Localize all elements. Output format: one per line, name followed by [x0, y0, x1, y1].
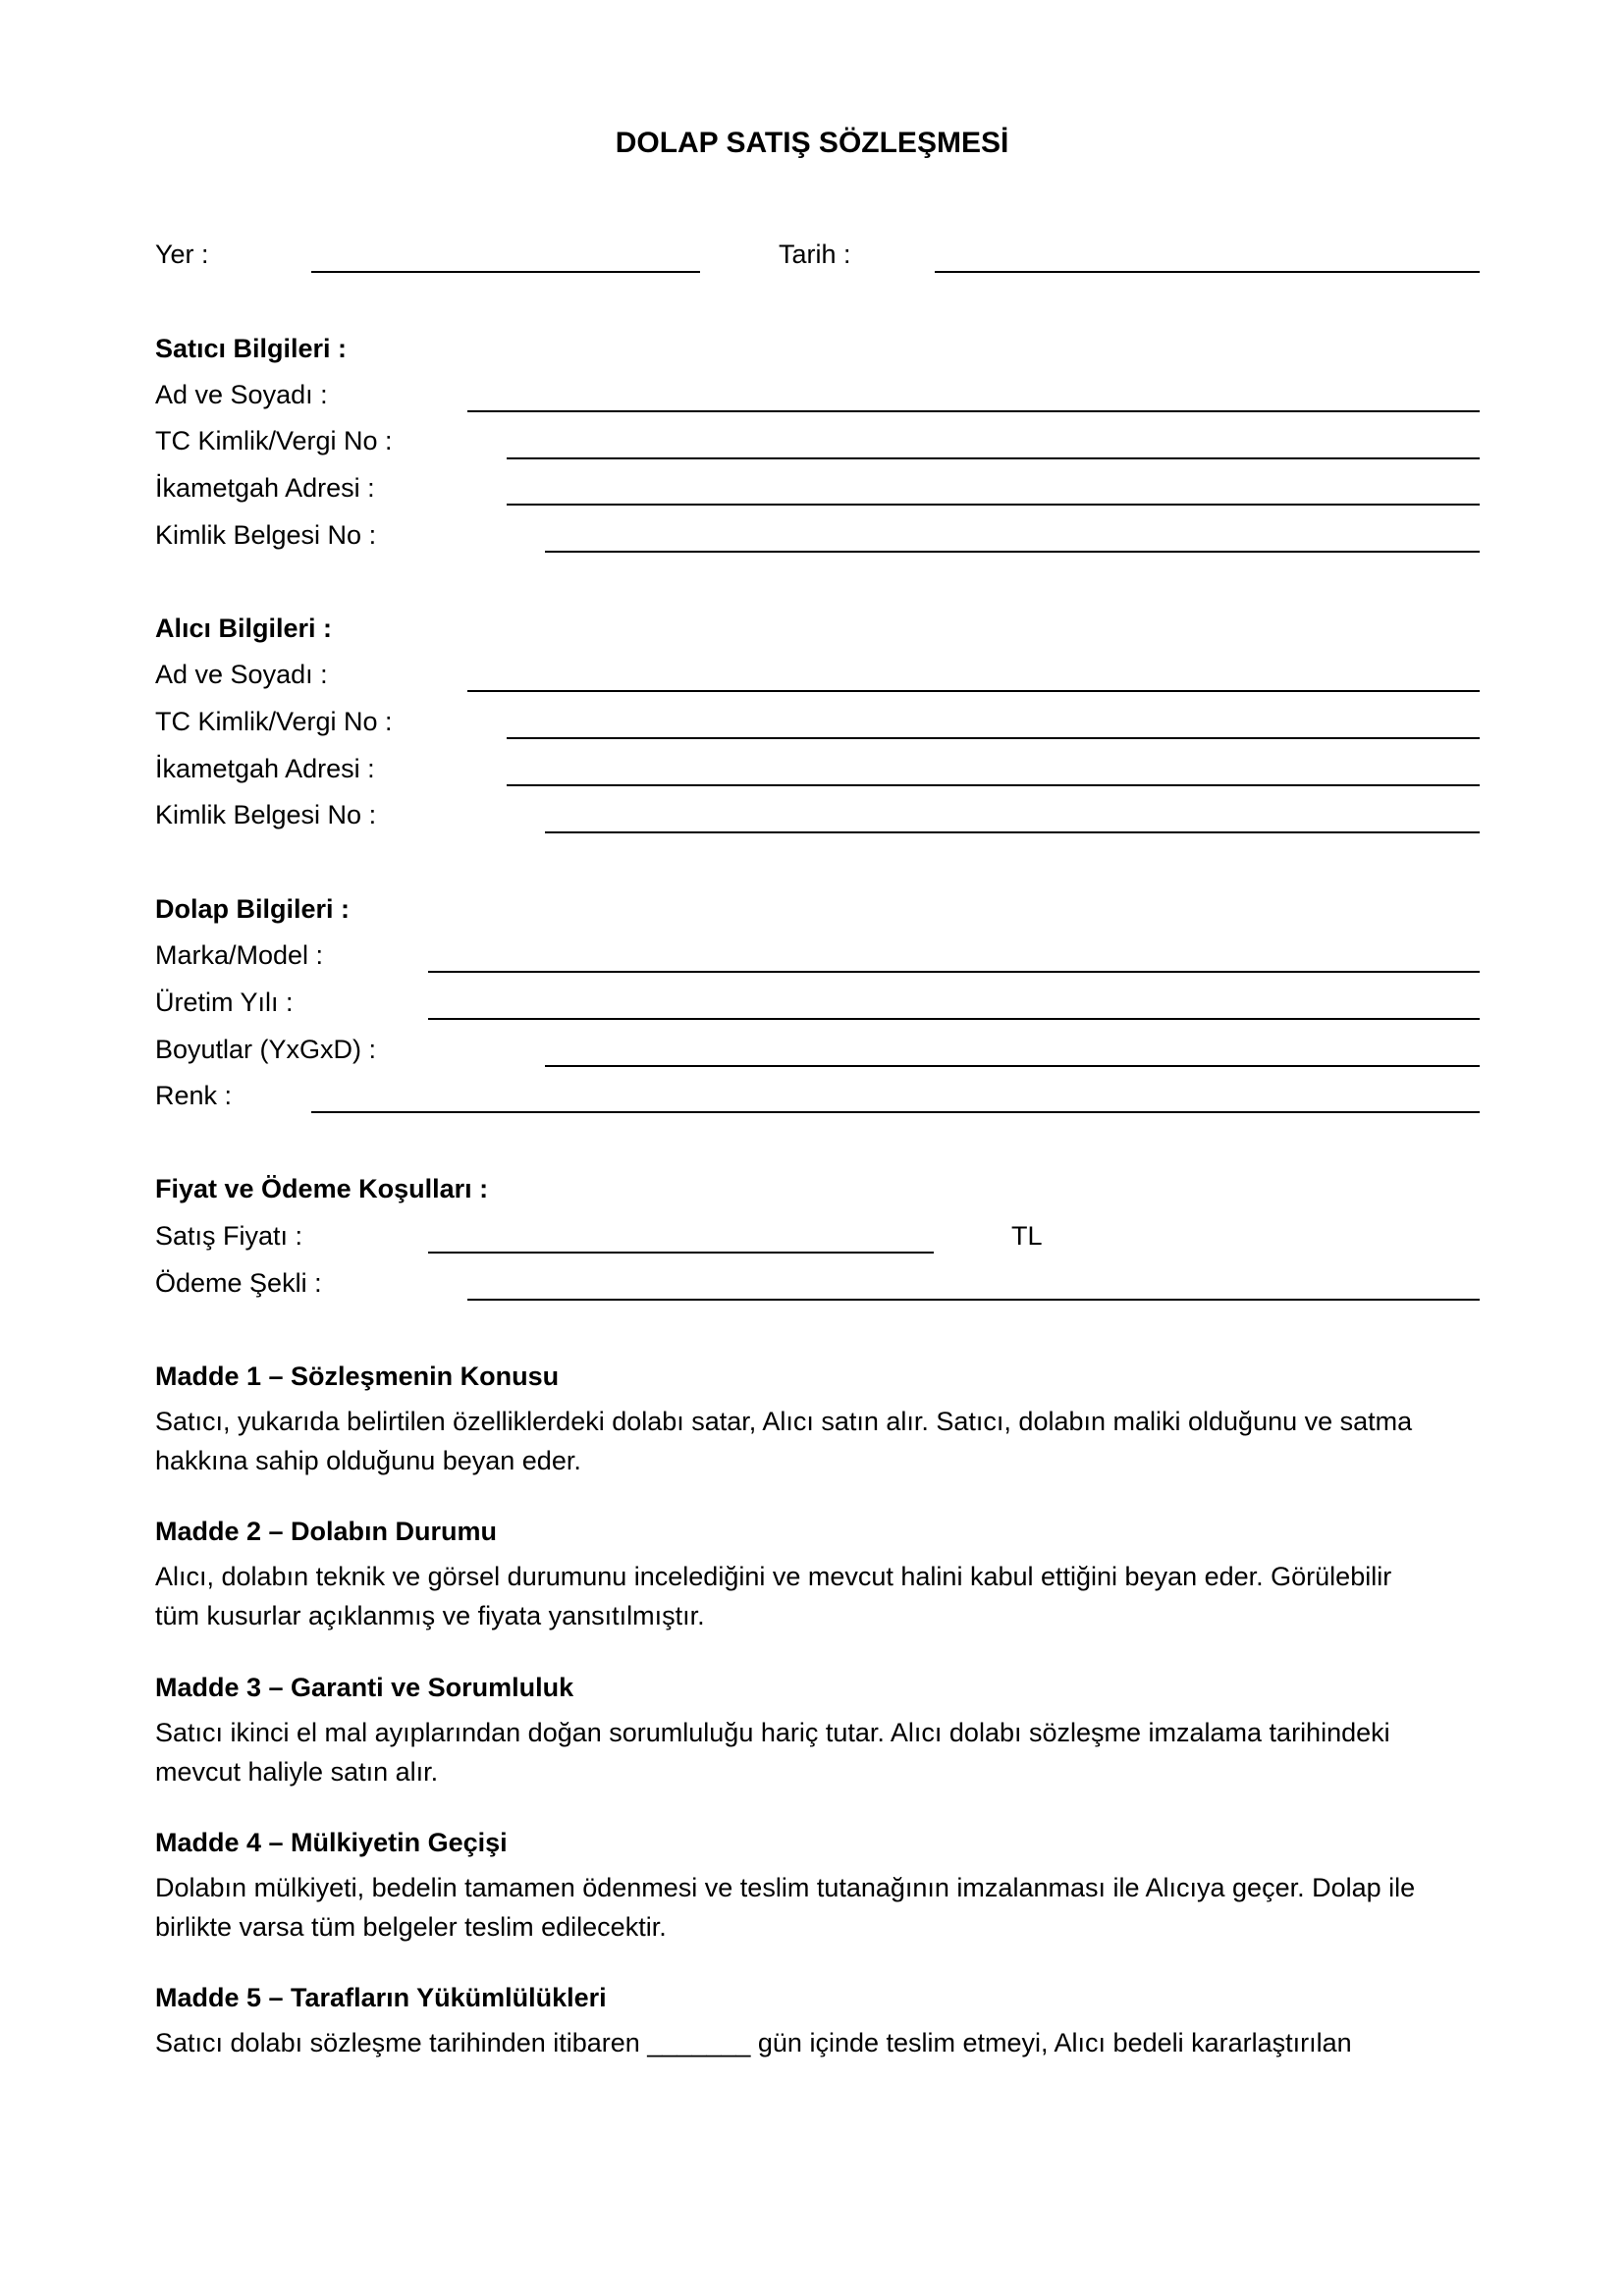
article-2-line-2: tüm kusurlar açıklanmış ve fiyata yansıtılmıştır. — [155, 1601, 705, 1630]
buyer-document-label: Kimlik Belgesi No : — [155, 800, 377, 829]
currency-label: TL — [1011, 1221, 1043, 1251]
wardrobe-color-field-line[interactable] — [311, 1111, 1480, 1113]
buyer-name-label: Ad ve Soyadı : — [155, 660, 328, 689]
seller-document-field-line[interactable] — [545, 551, 1480, 553]
seller-document-label: Kimlik Belgesi No : — [155, 520, 377, 550]
payment-heading: Fiyat ve Ödeme Koşulları : — [155, 1174, 489, 1203]
seller-name-label: Ad ve Soyadı : — [155, 380, 328, 409]
buyer-document-field-line[interactable] — [545, 831, 1480, 833]
article-4-line-1: Dolabın mülkiyeti, bedelin tamamen ödenmesi ve teslim tutanağının imzalanması ile Alıcıya geçer. Dolap ile — [155, 1873, 1416, 1902]
wardrobe-year-label: Üretim Yılı : — [155, 988, 294, 1017]
place-field-line[interactable] — [311, 271, 700, 273]
article-3-line-2: mevcut haliyle satın alır. — [155, 1757, 439, 1787]
buyer-id-field-line[interactable] — [507, 737, 1480, 739]
place-label: Yer : — [155, 240, 209, 269]
wardrobe-dimensions-field-line[interactable] — [545, 1065, 1480, 1067]
date-field-line[interactable] — [935, 271, 1480, 273]
price-label: Satış Fiyatı : — [155, 1221, 303, 1251]
seller-id-field-line[interactable] — [507, 457, 1480, 459]
article-1-text — [155, 1402, 1481, 1480]
buyer-name-field-line[interactable] — [467, 690, 1480, 692]
wardrobe-color-label: Renk : — [155, 1081, 233, 1110]
article-2-text — [155, 1557, 1481, 1635]
article-5-heading: Madde 5 – Tarafların Yükümlülükleri — [155, 1983, 607, 2012]
seller-address-field-line[interactable] — [507, 504, 1480, 506]
payment-method-field-line[interactable] — [467, 1299, 1480, 1301]
buyer-address-label: İkametgah Adresi : — [155, 754, 375, 783]
buyer-address-field-line[interactable] — [507, 784, 1480, 786]
seller-id-label: TC Kimlik/Vergi No : — [155, 426, 393, 455]
article-3-line-1: Satıcı ikinci el mal ayıplarından doğan sorumluluğu hariç tutar. Alıcı dolabı sözleşme imzalama tarihindeki — [155, 1718, 1390, 1747]
article-2-heading: Madde 2 – Dolabın Durumu — [155, 1517, 498, 1546]
wardrobe-heading: Dolap Bilgileri : — [155, 894, 351, 924]
article-1-heading: Madde 1 – Sözleşmenin Konusu — [155, 1362, 560, 1391]
wardrobe-dimensions-label: Boyutlar (YxGxD) : — [155, 1035, 377, 1064]
date-label: Tarih : — [779, 240, 851, 269]
article-1-line-1: Satıcı, yukarıda belirtilen özelliklerdeki dolabı satar, Alıcı satın alır. Satıcı, dolabın maliki olduğunu ve satma — [155, 1407, 1413, 1436]
article-5-text — [155, 2023, 1481, 2062]
article-4-text — [155, 1868, 1481, 1947]
buyer-id-label: TC Kimlik/Vergi No : — [155, 707, 393, 736]
buyer-heading: Alıcı Bilgileri : — [155, 614, 333, 643]
article-1-line-2: hakkına sahip olduğunu beyan eder. — [155, 1446, 581, 1475]
article-3-text — [155, 1713, 1481, 1791]
wardrobe-brand-label: Marka/Model : — [155, 940, 324, 970]
wardrobe-brand-field-line[interactable] — [428, 971, 1480, 973]
document-title: DOLAP SATIŞ SÖZLEŞMESİ — [615, 127, 1009, 159]
seller-name-field-line[interactable] — [467, 410, 1480, 412]
article-3-heading: Madde 3 – Garanti ve Sorumluluk — [155, 1673, 574, 1702]
article-5-line-1: Satıcı dolabı sözleşme tarihinden itibaren _______ gün içinde teslim etmeyi, Alıcı bedeli kararlaştırılan — [155, 2028, 1352, 2057]
payment-method-label: Ödeme Şekli : — [155, 1268, 322, 1298]
article-4-heading: Madde 4 – Mülkiyetin Geçişi — [155, 1828, 508, 1857]
wardrobe-year-field-line[interactable] — [428, 1018, 1480, 1020]
article-4-line-2: birlikte varsa tüm belgeler teslim edilecektir. — [155, 1912, 667, 1942]
seller-heading: Satıcı Bilgileri : — [155, 334, 348, 363]
seller-address-label: İkametgah Adresi : — [155, 473, 375, 503]
price-field-line[interactable] — [428, 1252, 934, 1254]
article-2-line-1: Alıcı, dolabın teknik ve görsel durumunu incelediğini ve mevcut halini kabul ettiğini beyan eder. Görülebilir — [155, 1562, 1392, 1591]
